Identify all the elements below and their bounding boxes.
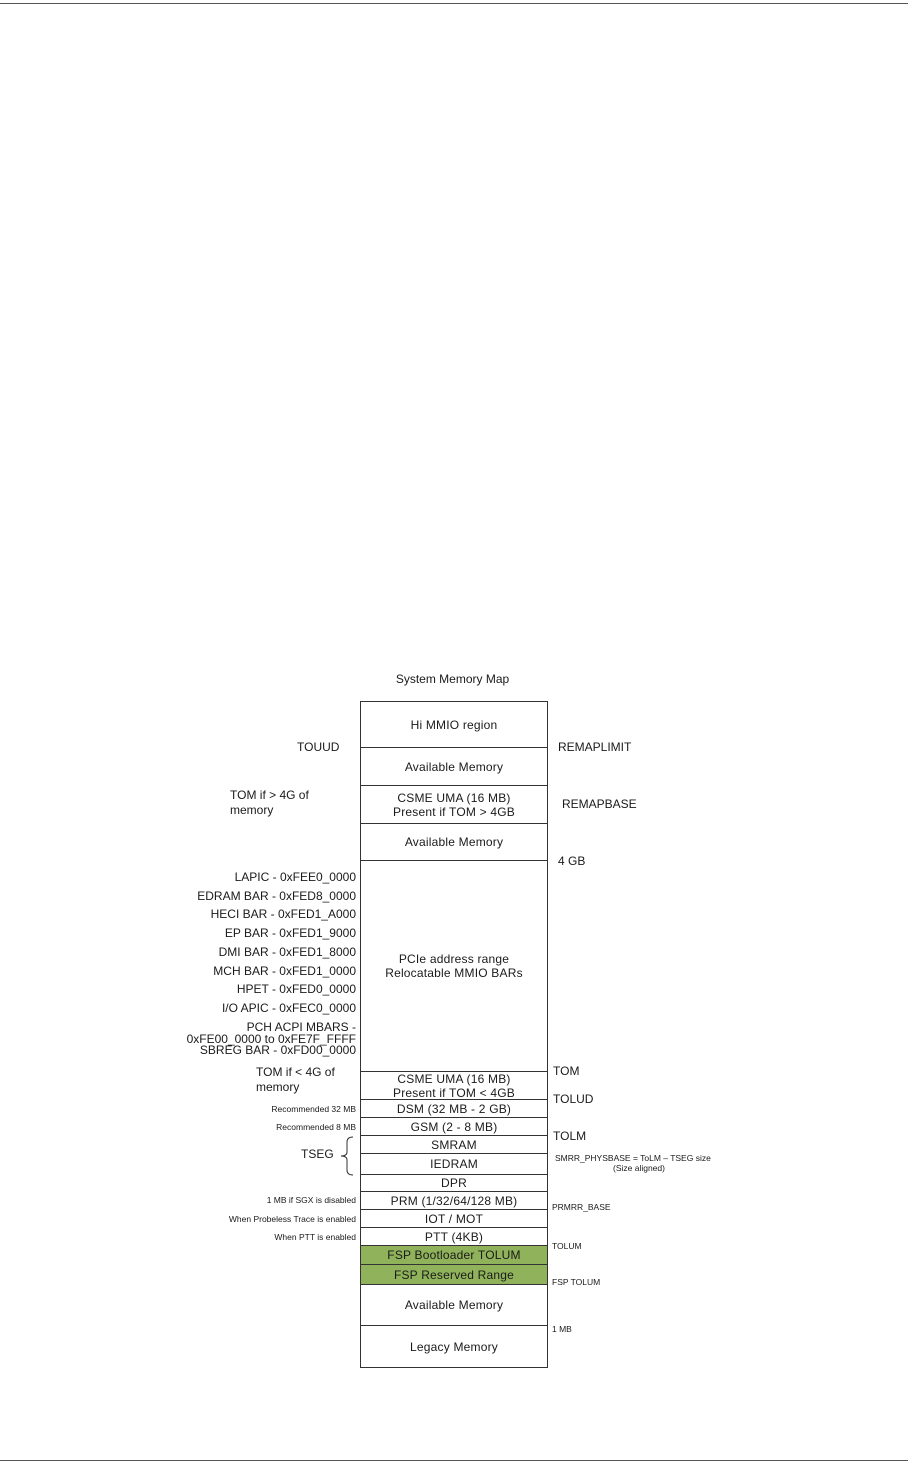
bar-pch-acpi-mbars: PCH ACPI MBARS - 0xFE00_0000 to 0xFE7F_FFFF — [186, 1019, 356, 1046]
bar-hpet: HPET - 0xFED0_0000 — [236, 982, 356, 997]
block-legacy-memory: Legacy Memory — [360, 1325, 548, 1368]
label-remaplimit: REMAPLIMIT — [558, 740, 632, 754]
label-smrr-size-aligned: (Size aligned) — [613, 1163, 665, 1173]
block-gsm: GSM (2 - 8 MB) — [360, 1117, 548, 1136]
block-available-memory-mid: Available Memory — [360, 823, 548, 861]
label-tolum: TOLUM — [552, 1241, 582, 1251]
block-smram: SMRAM — [360, 1135, 548, 1154]
block-pcie-range: PCIe address range Relocatable MMIO BARs — [360, 860, 548, 1072]
block-csme-uma-high: CSME UMA (16 MB) Present if TOM > 4GB — [360, 785, 548, 824]
label-tom-lt-4g: TOM if < 4G of memory — [256, 1065, 335, 1094]
label-tolm: TOLM — [553, 1129, 587, 1143]
label-recommended-8mb: Recommended 8 MB — [276, 1122, 356, 1132]
label-fsp-tolum: FSP TOLUM — [552, 1277, 601, 1287]
bar-mch: MCH BAR - 0xFED1_0000 — [213, 963, 356, 978]
block-ptt: PTT (4KB) — [360, 1227, 548, 1246]
page-bottom-rule — [0, 1460, 908, 1461]
page-top-rule — [0, 3, 908, 4]
bar-io-apic: I/O APIC - 0xFEC0_0000 — [221, 1000, 356, 1015]
label-ptt-enabled: When PTT is enabled — [274, 1232, 356, 1242]
bar-edram: EDRAM BAR - 0xFED8_0000 — [197, 888, 356, 903]
label-tom: TOM — [553, 1064, 580, 1078]
label-prmrr-base: PRMRR_BASE — [552, 1202, 611, 1212]
bar-dmi: DMI BAR - 0xFED1_8000 — [218, 944, 356, 959]
bar-heci: HECI BAR - 0xFED1_A000 — [210, 907, 356, 922]
block-hi-mmio: Hi MMIO region — [360, 701, 548, 748]
block-dsm: DSM (32 MB - 2 GB) — [360, 1099, 548, 1118]
block-csme-uma-low: CSME UMA (16 MB) Present if TOM < 4GB — [360, 1071, 548, 1100]
label-tolud: TOLUD — [553, 1092, 594, 1106]
block-available-memory-low: Available Memory — [360, 1284, 548, 1326]
label-probeless-trace: When Probeless Trace is enabled — [228, 1214, 356, 1224]
bar-lapic: LAPIC - 0xFEE0_0000 — [234, 870, 356, 884]
tseg-brace-icon — [337, 1136, 357, 1176]
block-dpr: DPR — [360, 1174, 548, 1192]
block-iot-mot: IOT / MOT — [360, 1209, 548, 1228]
bar-sbreg: SBREG BAR - 0xFD00_0000 — [199, 1042, 356, 1057]
label-smrr-physbase: SMRR_PHYSBASE = ToLM – TSEG size — [555, 1153, 711, 1163]
diagram-title: System Memory Map — [395, 672, 510, 686]
block-prm: PRM (1/32/64/128 MB) — [360, 1191, 548, 1210]
label-remapbase: REMAPBASE — [562, 797, 637, 811]
label-4gb: 4 GB — [558, 854, 586, 868]
block-iedram: IEDRAM — [360, 1153, 548, 1175]
bar-ep: EP BAR - 0xFED1_9000 — [224, 926, 356, 941]
label-tseg: TSEG — [301, 1147, 334, 1161]
bar-address-list — [160, 868, 356, 1056]
block-fsp-reserved-range: FSP Reserved Range — [360, 1264, 548, 1285]
block-available-memory-upper: Available Memory — [360, 747, 548, 786]
block-fsp-bootloader-tolum: FSP Bootloader TOLUM — [360, 1245, 548, 1265]
label-sgx-disabled: 1 MB if SGX is disabled — [266, 1195, 356, 1205]
label-tom-gt-4g: TOM if > 4G of memory — [230, 788, 309, 817]
label-recommended-32mb: Recommended 32 MB — [271, 1104, 356, 1114]
label-touud: TOUUD — [297, 740, 340, 754]
label-1mb: 1 MB — [552, 1324, 572, 1334]
